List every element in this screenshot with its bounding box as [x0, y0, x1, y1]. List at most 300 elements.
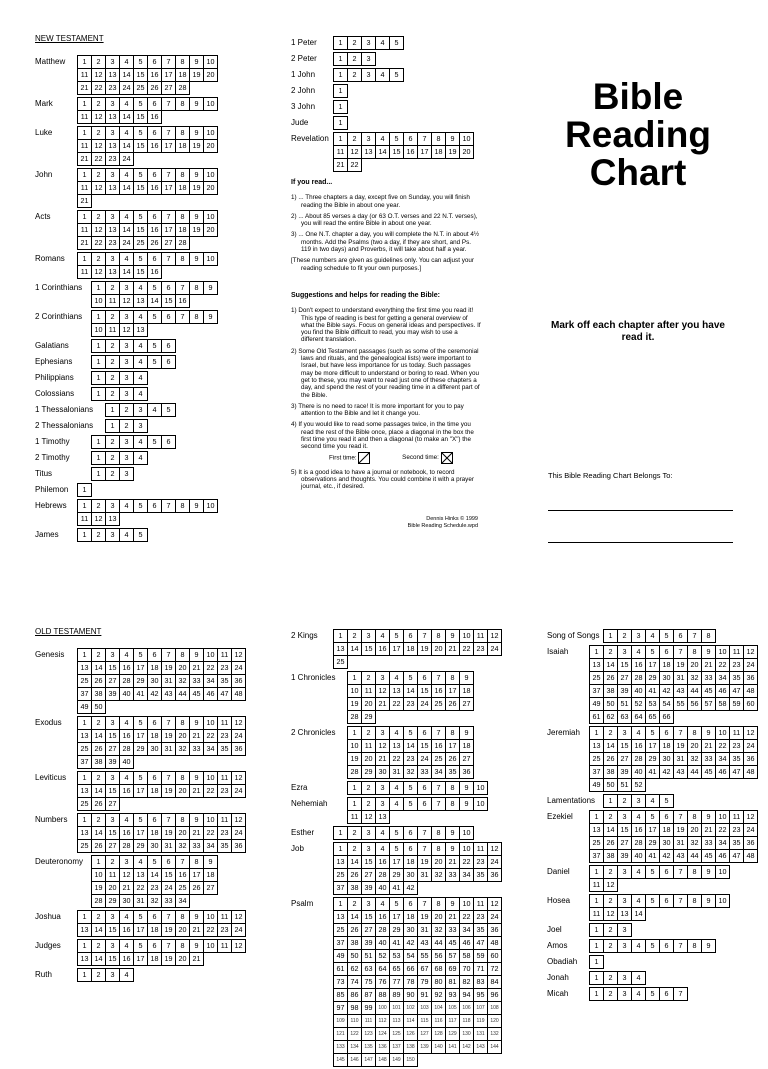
- chapter-checkbox[interactable]: 24: [743, 739, 758, 753]
- chapter-checkbox[interactable]: 13: [105, 512, 120, 526]
- chapter-checkbox[interactable]: 1: [91, 387, 106, 401]
- chapter-checkbox[interactable]: 37: [589, 765, 604, 779]
- chapter-checkbox[interactable]: 3: [361, 826, 376, 840]
- chapter-checkbox[interactable]: 69: [445, 962, 460, 976]
- chapter-checkbox[interactable]: 1: [333, 52, 348, 66]
- chapter-checkbox[interactable]: 16: [631, 658, 646, 672]
- chapter-checkbox[interactable]: 7: [673, 987, 688, 1001]
- chapter-checkbox[interactable]: 12: [375, 739, 390, 753]
- chapter-checkbox[interactable]: 90: [403, 988, 418, 1002]
- chapter-checkbox[interactable]: 30: [659, 752, 674, 766]
- chapter-checkbox[interactable]: 15: [361, 855, 376, 869]
- chapter-checkbox[interactable]: 25: [77, 674, 92, 688]
- chapter-checkbox[interactable]: 13: [105, 223, 120, 237]
- chapter-checkbox[interactable]: 9: [459, 726, 474, 740]
- chapter-checkbox[interactable]: 55: [417, 949, 432, 963]
- chapter-checkbox[interactable]: 2: [91, 210, 106, 224]
- chapter-checkbox[interactable]: 21: [375, 697, 390, 711]
- chapter-checkbox[interactable]: 4: [645, 794, 660, 808]
- chapter-checkbox[interactable]: 9: [189, 252, 204, 266]
- chapter-checkbox[interactable]: 34: [459, 923, 474, 937]
- chapter-checkbox[interactable]: 6: [161, 339, 176, 353]
- chapter-checkbox[interactable]: 7: [417, 842, 432, 856]
- chapter-checkbox[interactable]: 3: [631, 794, 646, 808]
- chapter-checkbox[interactable]: 14: [119, 110, 134, 124]
- chapter-checkbox[interactable]: 14: [375, 145, 390, 159]
- chapter-checkbox[interactable]: 4: [119, 910, 134, 924]
- chapter-checkbox[interactable]: 14: [403, 684, 418, 698]
- chapter-checkbox[interactable]: 2: [91, 55, 106, 69]
- chapter-checkbox[interactable]: 2: [105, 339, 120, 353]
- chapter-checkbox[interactable]: 2: [347, 897, 362, 911]
- chapter-checkbox[interactable]: 13: [361, 145, 376, 159]
- chapter-checkbox[interactable]: 86: [347, 988, 362, 1002]
- chapter-checkbox[interactable]: 42: [659, 684, 674, 698]
- chapter-checkbox[interactable]: 61: [589, 710, 604, 724]
- chapter-checkbox[interactable]: 31: [673, 752, 688, 766]
- chapter-checkbox[interactable]: 11: [77, 68, 92, 82]
- owner-name-line-2[interactable]: [548, 542, 733, 543]
- chapter-checkbox[interactable]: 112: [375, 1014, 390, 1028]
- chapter-checkbox[interactable]: 11: [589, 907, 604, 921]
- chapter-checkbox[interactable]: 48: [743, 849, 758, 863]
- chapter-checkbox[interactable]: 39: [617, 684, 632, 698]
- chapter-checkbox[interactable]: 45: [701, 684, 716, 698]
- chapter-checkbox[interactable]: 12: [347, 145, 362, 159]
- chapter-checkbox[interactable]: 18: [403, 855, 418, 869]
- chapter-checkbox[interactable]: 5: [133, 528, 148, 542]
- chapter-checkbox[interactable]: 46: [459, 936, 474, 950]
- chapter-checkbox[interactable]: 15: [105, 923, 120, 937]
- chapter-checkbox[interactable]: 1: [333, 68, 348, 82]
- chapter-checkbox[interactable]: 34: [203, 839, 218, 853]
- chapter-checkbox[interactable]: 31: [417, 868, 432, 882]
- chapter-checkbox[interactable]: 9: [445, 842, 460, 856]
- chapter-checkbox[interactable]: 18: [175, 223, 190, 237]
- chapter-checkbox[interactable]: 58: [715, 697, 730, 711]
- chapter-checkbox[interactable]: 44: [687, 849, 702, 863]
- chapter-checkbox[interactable]: 12: [231, 939, 246, 953]
- chapter-checkbox[interactable]: 19: [189, 68, 204, 82]
- chapter-checkbox[interactable]: 18: [403, 910, 418, 924]
- chapter-checkbox[interactable]: 14: [119, 139, 134, 153]
- chapter-checkbox[interactable]: 13: [105, 68, 120, 82]
- chapter-checkbox[interactable]: 34: [175, 894, 190, 908]
- chapter-checkbox[interactable]: 22: [203, 784, 218, 798]
- chapter-checkbox[interactable]: 19: [161, 661, 176, 675]
- chapter-checkbox[interactable]: 38: [91, 755, 106, 769]
- chapter-checkbox[interactable]: 66: [403, 962, 418, 976]
- chapter-checkbox[interactable]: 51: [617, 778, 632, 792]
- chapter-checkbox[interactable]: 3: [361, 897, 376, 911]
- chapter-checkbox[interactable]: 135: [361, 1040, 376, 1054]
- chapter-checkbox[interactable]: 36: [743, 836, 758, 850]
- chapter-checkbox[interactable]: 14: [347, 910, 362, 924]
- chapter-checkbox[interactable]: 33: [417, 765, 432, 779]
- chapter-checkbox[interactable]: 19: [189, 139, 204, 153]
- chapter-checkbox[interactable]: 4: [119, 716, 134, 730]
- chapter-checkbox[interactable]: 13: [77, 923, 92, 937]
- chapter-checkbox[interactable]: 4: [119, 813, 134, 827]
- chapter-checkbox[interactable]: 7: [431, 726, 446, 740]
- chapter-checkbox[interactable]: 63: [361, 962, 376, 976]
- chapter-checkbox[interactable]: 15: [105, 661, 120, 675]
- chapter-checkbox[interactable]: 6: [659, 939, 674, 953]
- chapter-checkbox[interactable]: 19: [161, 826, 176, 840]
- chapter-checkbox[interactable]: 29: [389, 868, 404, 882]
- chapter-checkbox[interactable]: 15: [161, 868, 176, 882]
- chapter-checkbox[interactable]: 2: [91, 528, 106, 542]
- chapter-checkbox[interactable]: 45: [701, 849, 716, 863]
- chapter-checkbox[interactable]: 20: [431, 910, 446, 924]
- chapter-checkbox[interactable]: 5: [133, 252, 148, 266]
- chapter-checkbox[interactable]: 7: [431, 781, 446, 795]
- chapter-checkbox[interactable]: 10: [203, 771, 218, 785]
- chapter-checkbox[interactable]: 79: [417, 975, 432, 989]
- chapter-checkbox[interactable]: 25: [589, 752, 604, 766]
- chapter-checkbox[interactable]: 16: [375, 855, 390, 869]
- chapter-checkbox[interactable]: 21: [189, 729, 204, 743]
- chapter-checkbox[interactable]: 21: [445, 642, 460, 656]
- chapter-checkbox[interactable]: 5: [389, 826, 404, 840]
- chapter-checkbox[interactable]: 12: [231, 910, 246, 924]
- chapter-checkbox[interactable]: 18: [147, 923, 162, 937]
- chapter-checkbox[interactable]: 34: [203, 674, 218, 688]
- chapter-checkbox[interactable]: 28: [375, 923, 390, 937]
- chapter-checkbox[interactable]: 18: [147, 826, 162, 840]
- chapter-checkbox[interactable]: 1: [77, 168, 92, 182]
- chapter-checkbox[interactable]: 45: [701, 765, 716, 779]
- chapter-checkbox[interactable]: 4: [133, 451, 148, 465]
- chapter-checkbox[interactable]: 6: [161, 310, 176, 324]
- chapter-checkbox[interactable]: 9: [189, 97, 204, 111]
- chapter-checkbox[interactable]: 50: [347, 949, 362, 963]
- chapter-checkbox[interactable]: 92: [431, 988, 446, 1002]
- chapter-checkbox[interactable]: 5: [645, 865, 660, 879]
- chapter-checkbox[interactable]: 22: [133, 881, 148, 895]
- chapter-checkbox[interactable]: 33: [445, 923, 460, 937]
- chapter-checkbox[interactable]: 30: [659, 671, 674, 685]
- chapter-checkbox[interactable]: 16: [119, 923, 134, 937]
- chapter-checkbox[interactable]: 44: [431, 936, 446, 950]
- chapter-checkbox[interactable]: 2: [361, 797, 376, 811]
- chapter-checkbox[interactable]: 2: [105, 467, 120, 481]
- chapter-checkbox[interactable]: 1: [589, 955, 604, 969]
- chapter-checkbox[interactable]: 11: [77, 181, 92, 195]
- chapter-checkbox[interactable]: 4: [375, 826, 390, 840]
- chapter-checkbox[interactable]: 128: [431, 1027, 446, 1041]
- chapter-checkbox[interactable]: 6: [673, 629, 688, 643]
- chapter-checkbox[interactable]: 30: [659, 836, 674, 850]
- chapter-checkbox[interactable]: 70: [459, 962, 474, 976]
- chapter-checkbox[interactable]: 28: [631, 836, 646, 850]
- chapter-checkbox[interactable]: 84: [487, 975, 502, 989]
- chapter-checkbox[interactable]: 9: [701, 894, 716, 908]
- chapter-checkbox[interactable]: 10: [203, 168, 218, 182]
- chapter-checkbox[interactable]: 5: [133, 126, 148, 140]
- chapter-checkbox[interactable]: 9: [445, 629, 460, 643]
- chapter-checkbox[interactable]: 33: [701, 836, 716, 850]
- chapter-checkbox[interactable]: 4: [631, 894, 646, 908]
- chapter-checkbox[interactable]: 20: [175, 923, 190, 937]
- chapter-checkbox[interactable]: 8: [687, 645, 702, 659]
- chapter-checkbox[interactable]: 2: [91, 771, 106, 785]
- chapter-checkbox[interactable]: 3: [105, 771, 120, 785]
- chapter-checkbox[interactable]: 9: [189, 499, 204, 513]
- chapter-checkbox[interactable]: 11: [217, 771, 232, 785]
- chapter-checkbox[interactable]: 1: [589, 971, 604, 985]
- chapter-checkbox[interactable]: 60: [487, 949, 502, 963]
- chapter-checkbox[interactable]: 17: [389, 910, 404, 924]
- chapter-checkbox[interactable]: 1: [333, 132, 348, 146]
- chapter-checkbox[interactable]: 1: [347, 781, 362, 795]
- chapter-checkbox[interactable]: 13: [77, 826, 92, 840]
- chapter-checkbox[interactable]: 93: [445, 988, 460, 1002]
- chapter-checkbox[interactable]: 3: [105, 648, 120, 662]
- chapter-checkbox[interactable]: 27: [203, 881, 218, 895]
- chapter-checkbox[interactable]: 15: [617, 658, 632, 672]
- chapter-checkbox[interactable]: 5: [133, 910, 148, 924]
- chapter-checkbox[interactable]: 32: [431, 923, 446, 937]
- chapter-checkbox[interactable]: 6: [417, 671, 432, 685]
- chapter-checkbox[interactable]: 47: [729, 765, 744, 779]
- chapter-checkbox[interactable]: 16: [631, 739, 646, 753]
- chapter-checkbox[interactable]: 23: [217, 729, 232, 743]
- chapter-checkbox[interactable]: 1: [77, 210, 92, 224]
- chapter-checkbox[interactable]: 29: [133, 674, 148, 688]
- chapter-checkbox[interactable]: 24: [231, 784, 246, 798]
- chapter-checkbox[interactable]: 39: [105, 755, 120, 769]
- chapter-checkbox[interactable]: 3: [361, 36, 376, 50]
- chapter-checkbox[interactable]: 24: [487, 910, 502, 924]
- chapter-checkbox[interactable]: 1: [347, 797, 362, 811]
- chapter-checkbox[interactable]: 13: [333, 855, 348, 869]
- chapter-checkbox[interactable]: 40: [631, 684, 646, 698]
- chapter-checkbox[interactable]: 22: [203, 729, 218, 743]
- chapter-checkbox[interactable]: 7: [673, 894, 688, 908]
- chapter-checkbox[interactable]: 3: [105, 126, 120, 140]
- chapter-checkbox[interactable]: 3: [617, 810, 632, 824]
- chapter-checkbox[interactable]: 120: [487, 1014, 502, 1028]
- chapter-checkbox[interactable]: 17: [161, 68, 176, 82]
- chapter-checkbox[interactable]: 3: [105, 528, 120, 542]
- chapter-checkbox[interactable]: 49: [589, 697, 604, 711]
- chapter-checkbox[interactable]: 10: [203, 97, 218, 111]
- chapter-checkbox[interactable]: 10: [203, 210, 218, 224]
- chapter-checkbox[interactable]: 52: [631, 697, 646, 711]
- chapter-checkbox[interactable]: 3: [133, 419, 148, 433]
- chapter-checkbox[interactable]: 20: [459, 145, 474, 159]
- chapter-checkbox[interactable]: 31: [389, 765, 404, 779]
- chapter-checkbox[interactable]: 11: [105, 323, 120, 337]
- chapter-checkbox[interactable]: 26: [91, 742, 106, 756]
- chapter-checkbox[interactable]: 10: [715, 726, 730, 740]
- chapter-checkbox[interactable]: 13: [333, 910, 348, 924]
- chapter-checkbox[interactable]: 33: [189, 674, 204, 688]
- chapter-checkbox[interactable]: 4: [133, 387, 148, 401]
- chapter-checkbox[interactable]: 23: [729, 739, 744, 753]
- chapter-checkbox[interactable]: 21: [701, 658, 716, 672]
- chapter-checkbox[interactable]: 1: [589, 987, 604, 1001]
- chapter-checkbox[interactable]: 12: [91, 512, 106, 526]
- chapter-checkbox[interactable]: 13: [77, 784, 92, 798]
- chapter-checkbox[interactable]: 65: [645, 710, 660, 724]
- chapter-checkbox[interactable]: 3: [105, 252, 120, 266]
- chapter-checkbox[interactable]: 1: [77, 97, 92, 111]
- chapter-checkbox[interactable]: 5: [147, 435, 162, 449]
- chapter-checkbox[interactable]: 15: [617, 739, 632, 753]
- chapter-checkbox[interactable]: 10: [347, 739, 362, 753]
- chapter-checkbox[interactable]: 3: [361, 842, 376, 856]
- chapter-checkbox[interactable]: 53: [389, 949, 404, 963]
- chapter-checkbox[interactable]: 1: [77, 813, 92, 827]
- chapter-checkbox[interactable]: 1: [91, 435, 106, 449]
- chapter-checkbox[interactable]: 10: [715, 894, 730, 908]
- chapter-checkbox[interactable]: 41: [133, 687, 148, 701]
- chapter-checkbox[interactable]: 1: [77, 910, 92, 924]
- chapter-checkbox[interactable]: 35: [729, 671, 744, 685]
- chapter-checkbox[interactable]: 2: [91, 716, 106, 730]
- chapter-checkbox[interactable]: 8: [189, 855, 204, 869]
- chapter-checkbox[interactable]: 18: [431, 145, 446, 159]
- chapter-checkbox[interactable]: 127: [417, 1027, 432, 1041]
- chapter-checkbox[interactable]: 32: [175, 839, 190, 853]
- chapter-checkbox[interactable]: 29: [105, 894, 120, 908]
- chapter-checkbox[interactable]: 61: [333, 962, 348, 976]
- chapter-checkbox[interactable]: 1: [333, 84, 348, 98]
- chapter-checkbox[interactable]: 3: [617, 939, 632, 953]
- chapter-checkbox[interactable]: 55: [673, 697, 688, 711]
- chapter-checkbox[interactable]: 2: [361, 726, 376, 740]
- chapter-checkbox[interactable]: 16: [431, 739, 446, 753]
- chapter-checkbox[interactable]: 1: [333, 100, 348, 114]
- chapter-checkbox[interactable]: 9: [701, 810, 716, 824]
- chapter-checkbox[interactable]: 1: [333, 629, 348, 643]
- chapter-checkbox[interactable]: 9: [459, 781, 474, 795]
- chapter-checkbox[interactable]: 2: [105, 855, 120, 869]
- chapter-checkbox[interactable]: 16: [147, 139, 162, 153]
- chapter-checkbox[interactable]: 6: [161, 435, 176, 449]
- chapter-checkbox[interactable]: 134: [347, 1040, 362, 1054]
- chapter-checkbox[interactable]: 22: [459, 642, 474, 656]
- chapter-checkbox[interactable]: 29: [645, 671, 660, 685]
- chapter-checkbox[interactable]: 8: [687, 939, 702, 953]
- chapter-checkbox[interactable]: 3: [119, 855, 134, 869]
- chapter-checkbox[interactable]: 13: [105, 139, 120, 153]
- chapter-checkbox[interactable]: 30: [147, 839, 162, 853]
- chapter-checkbox[interactable]: 4: [375, 68, 390, 82]
- chapter-checkbox[interactable]: 28: [119, 742, 134, 756]
- chapter-checkbox[interactable]: 24: [161, 881, 176, 895]
- chapter-checkbox[interactable]: 6: [659, 645, 674, 659]
- chapter-checkbox[interactable]: 108: [487, 1001, 502, 1015]
- chapter-checkbox[interactable]: 4: [389, 781, 404, 795]
- chapter-checkbox[interactable]: 24: [231, 729, 246, 743]
- chapter-checkbox[interactable]: 14: [347, 642, 362, 656]
- chapter-checkbox[interactable]: 3: [631, 629, 646, 643]
- chapter-checkbox[interactable]: 23: [217, 661, 232, 675]
- chapter-checkbox[interactable]: 12: [119, 323, 134, 337]
- chapter-checkbox[interactable]: 100: [375, 1001, 390, 1015]
- chapter-checkbox[interactable]: 136: [375, 1040, 390, 1054]
- chapter-checkbox[interactable]: 31: [673, 671, 688, 685]
- chapter-checkbox[interactable]: 24: [417, 752, 432, 766]
- chapter-checkbox[interactable]: 11: [77, 110, 92, 124]
- chapter-checkbox[interactable]: 13: [77, 952, 92, 966]
- chapter-checkbox[interactable]: 7: [161, 97, 176, 111]
- chapter-checkbox[interactable]: 10: [473, 781, 488, 795]
- chapter-checkbox[interactable]: 114: [403, 1014, 418, 1028]
- chapter-checkbox[interactable]: 18: [175, 139, 190, 153]
- chapter-checkbox[interactable]: 32: [147, 894, 162, 908]
- chapter-checkbox[interactable]: 34: [715, 836, 730, 850]
- chapter-checkbox[interactable]: 19: [417, 855, 432, 869]
- chapter-checkbox[interactable]: 12: [743, 810, 758, 824]
- chapter-checkbox[interactable]: 4: [375, 36, 390, 50]
- chapter-checkbox[interactable]: 8: [687, 726, 702, 740]
- chapter-checkbox[interactable]: 1: [333, 826, 348, 840]
- chapter-checkbox[interactable]: 5: [133, 55, 148, 69]
- chapter-checkbox[interactable]: 1: [105, 419, 120, 433]
- chapter-checkbox[interactable]: 42: [659, 765, 674, 779]
- chapter-checkbox[interactable]: 5: [403, 726, 418, 740]
- chapter-checkbox[interactable]: 42: [659, 849, 674, 863]
- chapter-checkbox[interactable]: 20: [203, 68, 218, 82]
- chapter-checkbox[interactable]: 2: [603, 923, 618, 937]
- chapter-checkbox[interactable]: 25: [589, 836, 604, 850]
- chapter-checkbox[interactable]: 15: [133, 265, 148, 279]
- chapter-checkbox[interactable]: 49: [589, 778, 604, 792]
- chapter-checkbox[interactable]: 1: [589, 810, 604, 824]
- chapter-checkbox[interactable]: 11: [105, 294, 120, 308]
- chapter-checkbox[interactable]: 52: [631, 778, 646, 792]
- chapter-checkbox[interactable]: 13: [105, 110, 120, 124]
- chapter-checkbox[interactable]: 9: [203, 281, 218, 295]
- chapter-checkbox[interactable]: 11: [361, 739, 376, 753]
- chapter-checkbox[interactable]: 7: [673, 726, 688, 740]
- chapter-checkbox[interactable]: 9: [445, 897, 460, 911]
- chapter-checkbox[interactable]: 118: [459, 1014, 474, 1028]
- chapter-checkbox[interactable]: 20: [203, 223, 218, 237]
- chapter-checkbox[interactable]: 7: [161, 168, 176, 182]
- chapter-checkbox[interactable]: 3: [119, 310, 134, 324]
- chapter-checkbox[interactable]: 1: [77, 716, 92, 730]
- chapter-checkbox[interactable]: 2: [347, 52, 362, 66]
- chapter-checkbox[interactable]: 7: [673, 865, 688, 879]
- chapter-checkbox[interactable]: 23: [403, 697, 418, 711]
- chapter-checkbox[interactable]: 1: [589, 923, 604, 937]
- chapter-checkbox[interactable]: 19: [161, 952, 176, 966]
- chapter-checkbox[interactable]: 5: [133, 499, 148, 513]
- chapter-checkbox[interactable]: 7: [175, 310, 190, 324]
- chapter-checkbox[interactable]: 14: [147, 294, 162, 308]
- chapter-checkbox[interactable]: 22: [91, 81, 106, 95]
- chapter-checkbox[interactable]: 8: [431, 826, 446, 840]
- chapter-checkbox[interactable]: 62: [603, 710, 618, 724]
- chapter-checkbox[interactable]: 31: [133, 894, 148, 908]
- chapter-checkbox[interactable]: 21: [189, 784, 204, 798]
- chapter-checkbox[interactable]: 21: [77, 81, 92, 95]
- chapter-checkbox[interactable]: 9: [189, 939, 204, 953]
- chapter-checkbox[interactable]: 4: [375, 132, 390, 146]
- chapter-checkbox[interactable]: 57: [445, 949, 460, 963]
- chapter-checkbox[interactable]: 4: [119, 252, 134, 266]
- chapter-checkbox[interactable]: 46: [203, 687, 218, 701]
- chapter-checkbox[interactable]: 19: [673, 658, 688, 672]
- chapter-checkbox[interactable]: 21: [77, 194, 92, 208]
- chapter-checkbox[interactable]: 5: [659, 629, 674, 643]
- chapter-checkbox[interactable]: 18: [175, 181, 190, 195]
